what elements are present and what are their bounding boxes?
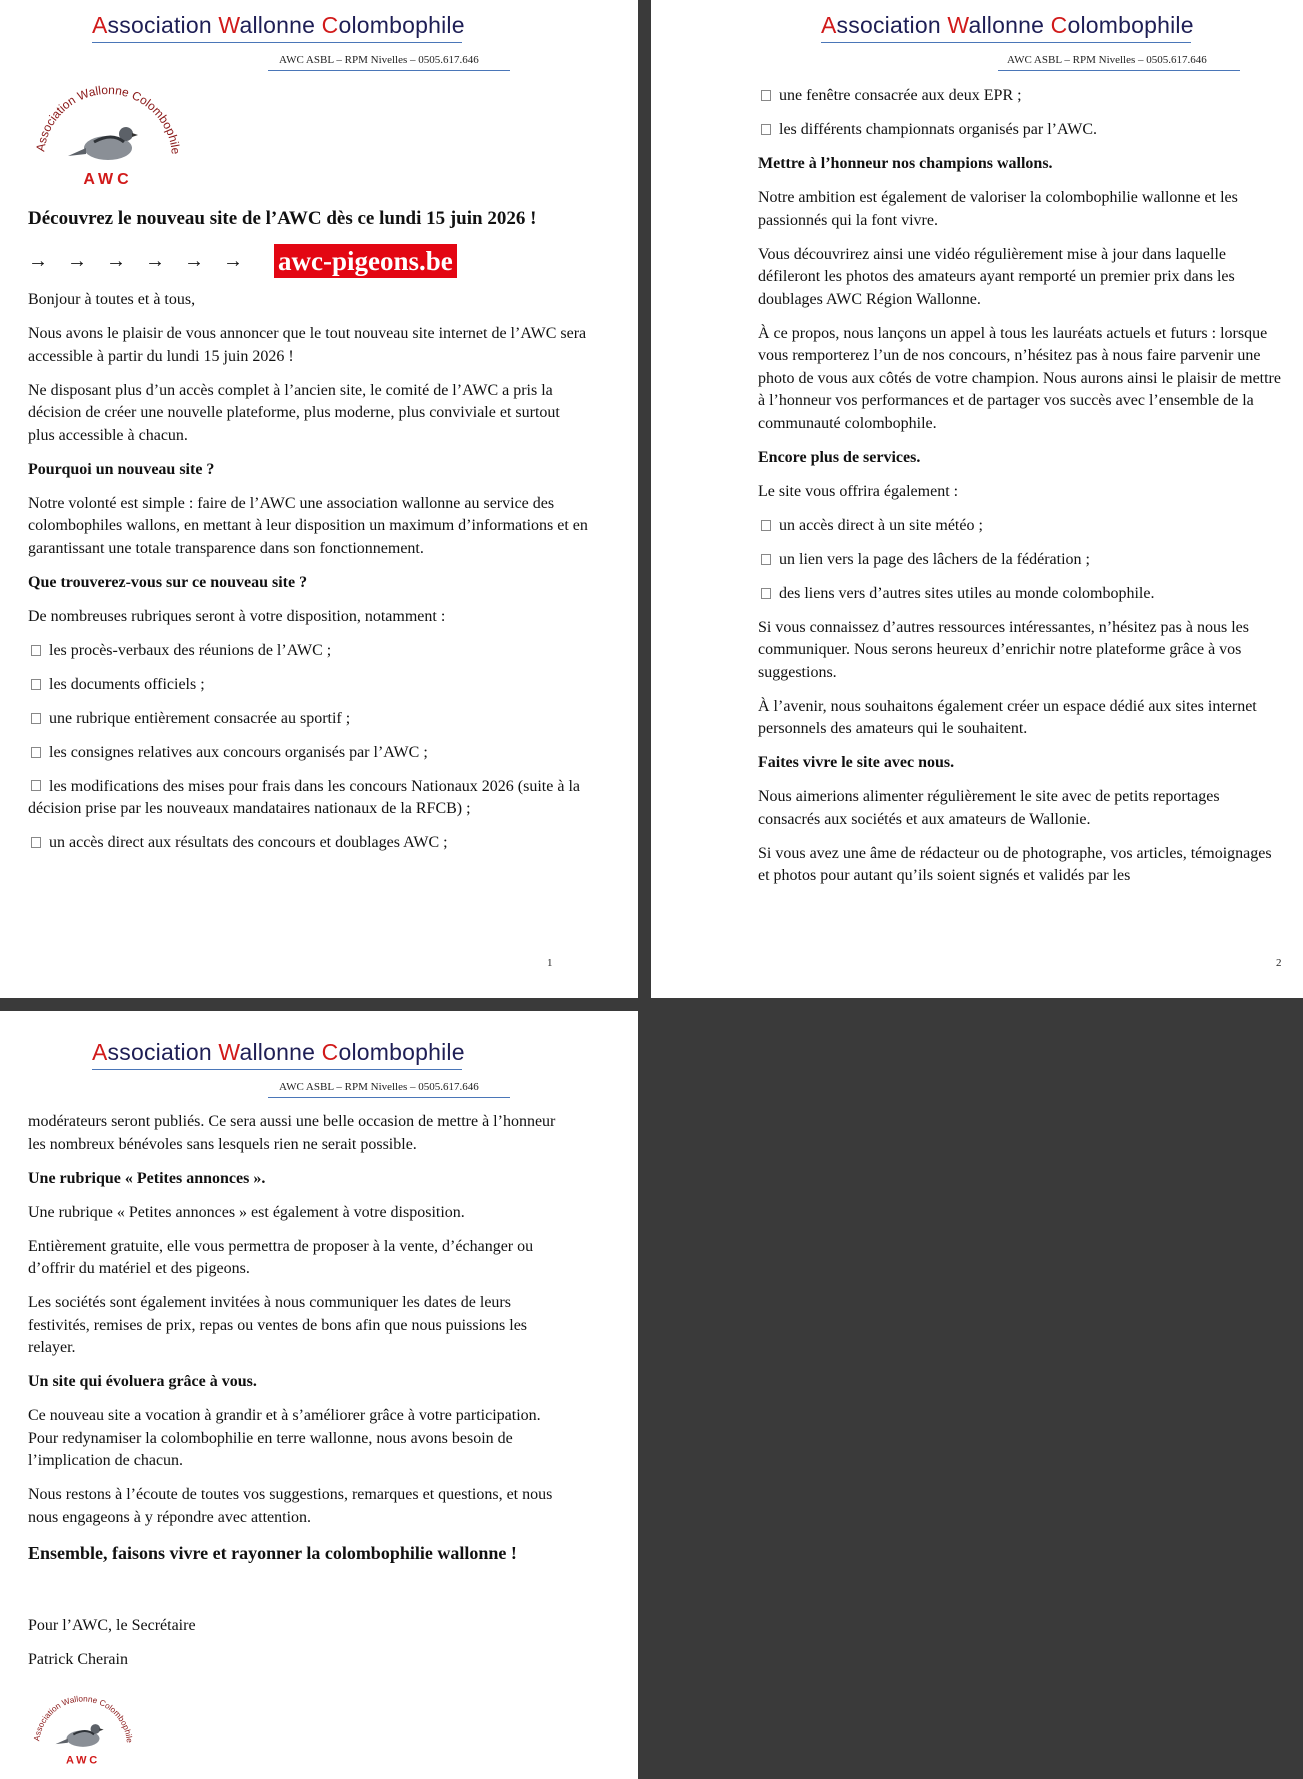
paragraph: Les sociétés sont également invitées à nous communiquer les dates de leurs festivités, remises de prix, repas ou ventes de bons afin que nous puissions les relayer. <box>28 1294 528 1356</box>
checkbox-icon <box>31 679 41 690</box>
paragraph: Ne disposant plus d’un accès complet à l’ancien site, le comité de l’AWC a pris la décision de créer une nouvelle plateforme, plus moderne, plus conviviale et surtout plus accessible à chacun. <box>28 381 560 444</box>
pigeon-icon <box>56 1724 104 1747</box>
headline: Découvrez le nouveau site de l’AWC dès ce lundi 15 juin 2026 ! <box>28 208 537 229</box>
header-rule <box>92 42 462 43</box>
checkbox-icon <box>31 747 41 758</box>
paragraph: Ce nouveau site a vocation à grandir et à s’améliorer grâce à votre participation. Pour redynamiser la colombophilie en terre wallonne, nous avons besoin de l’implication de chacun. <box>28 1407 541 1469</box>
signature-role: Pour l’AWC, le Secrétaire <box>28 1616 196 1634</box>
closing-line: Ensemble, faisons vivre et rayonner la colombophilie wallonne ! <box>28 1542 517 1563</box>
paragraph: Si vous avez une âme de rédacteur ou de photographe, vos articles, témoignages et photos pour autant qu’ils soient signés et validés par les <box>758 844 1272 884</box>
list-item: les documents officiels ; <box>28 674 588 697</box>
header-rule <box>92 1069 462 1070</box>
list-item: les procès-verbaux des réunions de l’AWC ; <box>28 640 588 663</box>
empty-area <box>638 1011 1303 1779</box>
subtitle-rule <box>268 70 510 71</box>
checkbox-icon <box>31 645 41 656</box>
list-item: une fenêtre consacrée aux deux EPR ; <box>758 85 1283 108</box>
page2-body <box>758 85 1283 899</box>
paragraph: Le site vous offrira également : <box>758 482 959 500</box>
paragraph: De nombreuses rubriques seront à votre disposition, notamment : <box>28 607 446 625</box>
list-item: des liens vers d’autres sites utiles au monde colombophile. <box>758 583 1283 606</box>
paragraph: Notre ambition est également de valoriser la colombophilie wallonne et les passionnés qui la font vivre. <box>758 189 1238 229</box>
page-number: 1 <box>547 957 553 969</box>
subtitle-rule <box>998 70 1240 71</box>
page-1 <box>0 0 638 998</box>
pigeon-icon <box>68 127 138 160</box>
subtitle-rule <box>268 1097 510 1098</box>
page-2 <box>651 0 1303 998</box>
checkbox-icon <box>31 780 41 791</box>
arrows: → → → → → → <box>28 249 250 272</box>
paragraph: modérateurs seront publiés. Ce sera aussi une belle occasion de mettre à l’honneur les nombreux bénévoles sans lesquels rien ne serait possible. <box>28 1113 556 1153</box>
list-item: un lien vers la page des lâchers de la fédération ; <box>758 549 1283 572</box>
signature-name: Patrick Cherain <box>28 1650 128 1668</box>
section-heading: Mettre à l’honneur nos champions wallons. <box>758 155 1053 172</box>
header-subtitle: AWC ASBL – RPM Nivelles – 0505.617.646 <box>1007 54 1207 66</box>
checkbox-icon <box>761 520 771 531</box>
paragraph: Si vous connaissez d’autres ressources intéressantes, n’hésitez pas à nous les communiquer. Nous serons heureux d’enrichir notre plateforme grâce à vos suggestions. <box>758 618 1249 681</box>
greeting: Bonjour à toutes et à tous, <box>28 291 196 308</box>
list-item: les consignes relatives aux concours organisés par l’AWC ; <box>28 742 588 765</box>
logo-arc-text: Association Wallonne Colombophile <box>33 82 183 155</box>
paragraph: À ce propos, nous lançons un appel à tous les lauréats actuels et futurs : lorsque vous remporterez l’un de nos concours, n’hésitez pas à nous faire parvenir une photo de vous aux côtés de votre champion. Nous aurons ainsi le plaisir de mettre à l’honneur vos performances et de partager vos succès avec l’ensemble de la communauté colombophile. <box>758 324 1281 432</box>
header-title: Association Wallonne Colombophile <box>92 1039 465 1065</box>
section-heading: Un site qui évoluera grâce à vous. <box>28 1373 257 1390</box>
site-link-line <box>28 244 588 278</box>
page-header <box>92 1039 465 1070</box>
header-title: Association Wallonne Colombophile <box>92 12 465 38</box>
section-heading: Pourquoi un nouveau site ? <box>28 460 215 478</box>
awc-logo <box>28 82 188 197</box>
checkbox-icon <box>761 554 771 565</box>
section-heading: Que trouverez-vous sur ce nouveau site ? <box>28 573 308 591</box>
page-header <box>92 12 465 43</box>
checkbox-icon <box>761 124 771 135</box>
header-subtitle: AWC ASBL – RPM Nivelles – 0505.617.646 <box>279 54 479 66</box>
header-rule <box>821 42 1191 43</box>
site-link[interactable]: awc-pigeons.be <box>274 244 457 278</box>
paragraph: Nous restons à l’écoute de toutes vos suggestions, remarques et questions, et nous nous engageons à y répondre avec attention. <box>28 1486 553 1526</box>
checkbox-icon <box>761 588 771 599</box>
paragraph: Une rubrique « Petites annonces » est également à votre disposition. <box>28 1203 465 1221</box>
list-item: une rubrique entièrement consacrée au sportif ; <box>28 708 588 731</box>
checkbox-icon <box>31 713 41 724</box>
section-heading: Faites vivre le site avec nous. <box>758 754 955 771</box>
logo-arc-text: Association Wallonne Colombophile <box>32 1694 134 1744</box>
paragraph: Nous aimerions alimenter régulièrement le site avec de petits reportages consacrés aux sociétés et aux amateurs de Wallonie. <box>758 788 1220 828</box>
page-number: 2 <box>1276 957 1282 969</box>
header-subtitle: AWC ASBL – RPM Nivelles – 0505.617.646 <box>279 1081 479 1093</box>
paragraph: Vous découvrirez ainsi une vidéo régulièrement mise à jour dans laquelle défileront les photos des amateurs ayant remporté un premier prix dans les doublages AWC Région Wallonne. <box>758 245 1235 308</box>
checkbox-icon <box>31 837 41 848</box>
header-title: Association Wallonne Colombophile <box>821 12 1194 38</box>
page3-body <box>28 1111 568 1683</box>
paragraph: À l’avenir, nous souhaitons également créer un espace dédié aux sites internet personnels des amateurs qui le souhaitent. <box>758 697 1257 737</box>
section-heading: Une rubrique « Petites annonces ». <box>28 1169 266 1187</box>
page-3 <box>0 1011 638 1779</box>
list-item: un accès direct aux résultats des concours et doublages AWC ; <box>28 832 588 855</box>
list-item: un accès direct à un site météo ; <box>758 515 1283 538</box>
list-item: les différents championnats organisés par l’AWC. <box>758 119 1283 142</box>
checkbox-icon <box>761 90 771 101</box>
paragraph: Entièrement gratuite, elle vous permettra de proposer à la vente, d’échanger ou d’offrir du matériel et des pigeons. <box>28 1237 534 1277</box>
logo-letters: AWC <box>83 171 133 188</box>
list-item: les modifications des mises pour frais dans les concours Nationaux 2026 (suite à la décision prise par les nouveaux mandataires nationaux de la RFCB) ; <box>28 777 580 817</box>
page1-body <box>28 207 588 866</box>
section-heading: Encore plus de services. <box>758 448 921 466</box>
page-header <box>821 12 1194 43</box>
awc-logo-small <box>28 1691 138 1776</box>
logo-letters: AWC <box>66 1754 100 1767</box>
paragraph: Nous avons le plaisir de vous annoncer que le tout nouveau site internet de l’AWC sera accessible à partir du lundi 15 juin 2026 ! <box>28 325 587 365</box>
paragraph: Notre volonté est simple : faire de l’AWC une association wallonne au service des colombophiles wallons, en mettant à leur disposition un maximum d’informations et en garantissant une totale transparence dans son fonctionnement. <box>28 494 588 557</box>
